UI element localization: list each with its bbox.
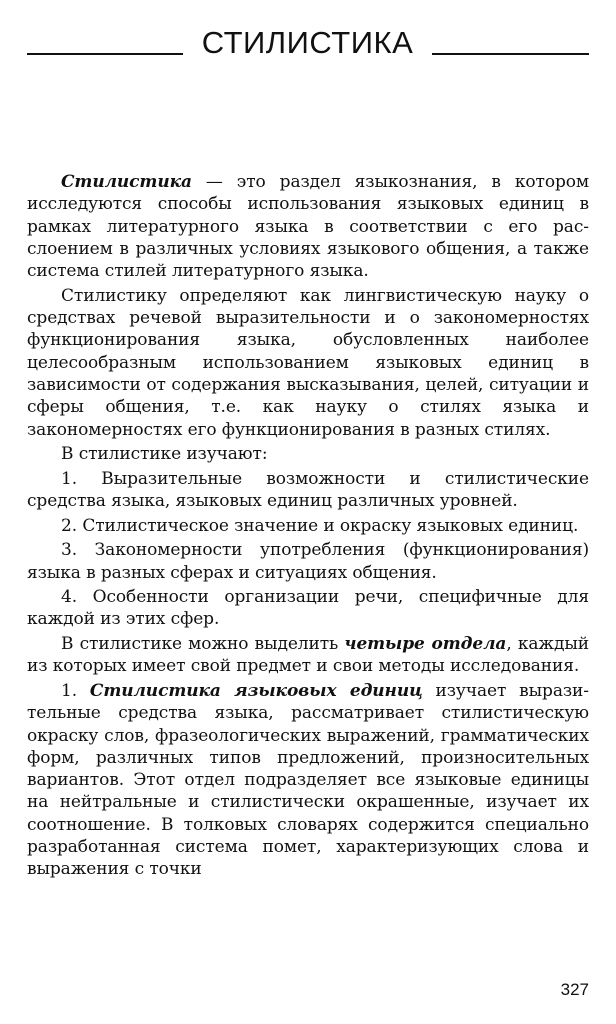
heading-rule-left	[27, 53, 183, 55]
definition-text: — это раздел языкознания, в котором исследуются способы использования языковых единиц в рамках литературного языка в соответствии с его расслоением в различных условиях языкового общения, а также система стилей литературного языка.	[27, 172, 589, 282]
body-text	[27, 171, 589, 883]
term-four-sections: четыре отдела	[344, 634, 507, 655]
sections-text-after: , каждый из которых имеет свой предмет и свои методы исследования.	[27, 634, 589, 677]
term-stylistics: Стилистика	[61, 172, 192, 192]
chapter-heading	[0, 20, 616, 66]
list-item-2: 2. Стилистическое значение и окраску языковых единиц.	[61, 515, 579, 536]
language-units-text: изучает выразительные средства языка, рассматривает стилистическую окраску слов, фразеологических выражений, грамматических форм, различных типов предложений, произносительных вариантов. Этот отдел подразделяет все языковые единицы на нейтральные и стилистически окрашенные, изучает их соотношение. В толковых словарях содержится специально разработанная система помет, характеризующих слова и выражения с точки	[27, 680, 590, 880]
page-number: 327	[560, 980, 589, 999]
paragraph-language-units	[27, 680, 589, 881]
list-item-1: 1. Выразительные возможности и стилистические средства языка, языковых единиц различных уровней.	[27, 468, 589, 512]
paragraph-study-intro: В стилистике изучают:	[61, 444, 268, 465]
paragraph-science: Стилистику определяют как лингвистическую науку о средствах речевой выразительности и о закономерностях функционирования языка, обусловленных наиболее целесообразным использованием языковых единиц в зависимости от содержания высказывания, целей, ситуации и сферы общения, т.е. как науку о стилях языка и закономерностях его функционирования в разных стилях.	[27, 285, 589, 440]
section-number: 1.	[61, 680, 90, 701]
paragraph-definition	[27, 171, 589, 282]
paragraph-sections	[27, 633, 589, 678]
heading-rule-right	[432, 53, 589, 55]
list-item-4: 4. Особенности организации речи, специфичные для каждой из этих сфер.	[27, 587, 589, 630]
term-language-units: Стилистика языковых единиц	[89, 680, 423, 701]
sections-text-before: В стилистике можно выделить	[61, 634, 345, 655]
list-item-3: 3. Закономерности употребления (функционирования) языка в разных сферах и ситуациях общения.	[27, 540, 589, 583]
chapter-title: СТИЛИСТИКА	[201, 25, 414, 60]
